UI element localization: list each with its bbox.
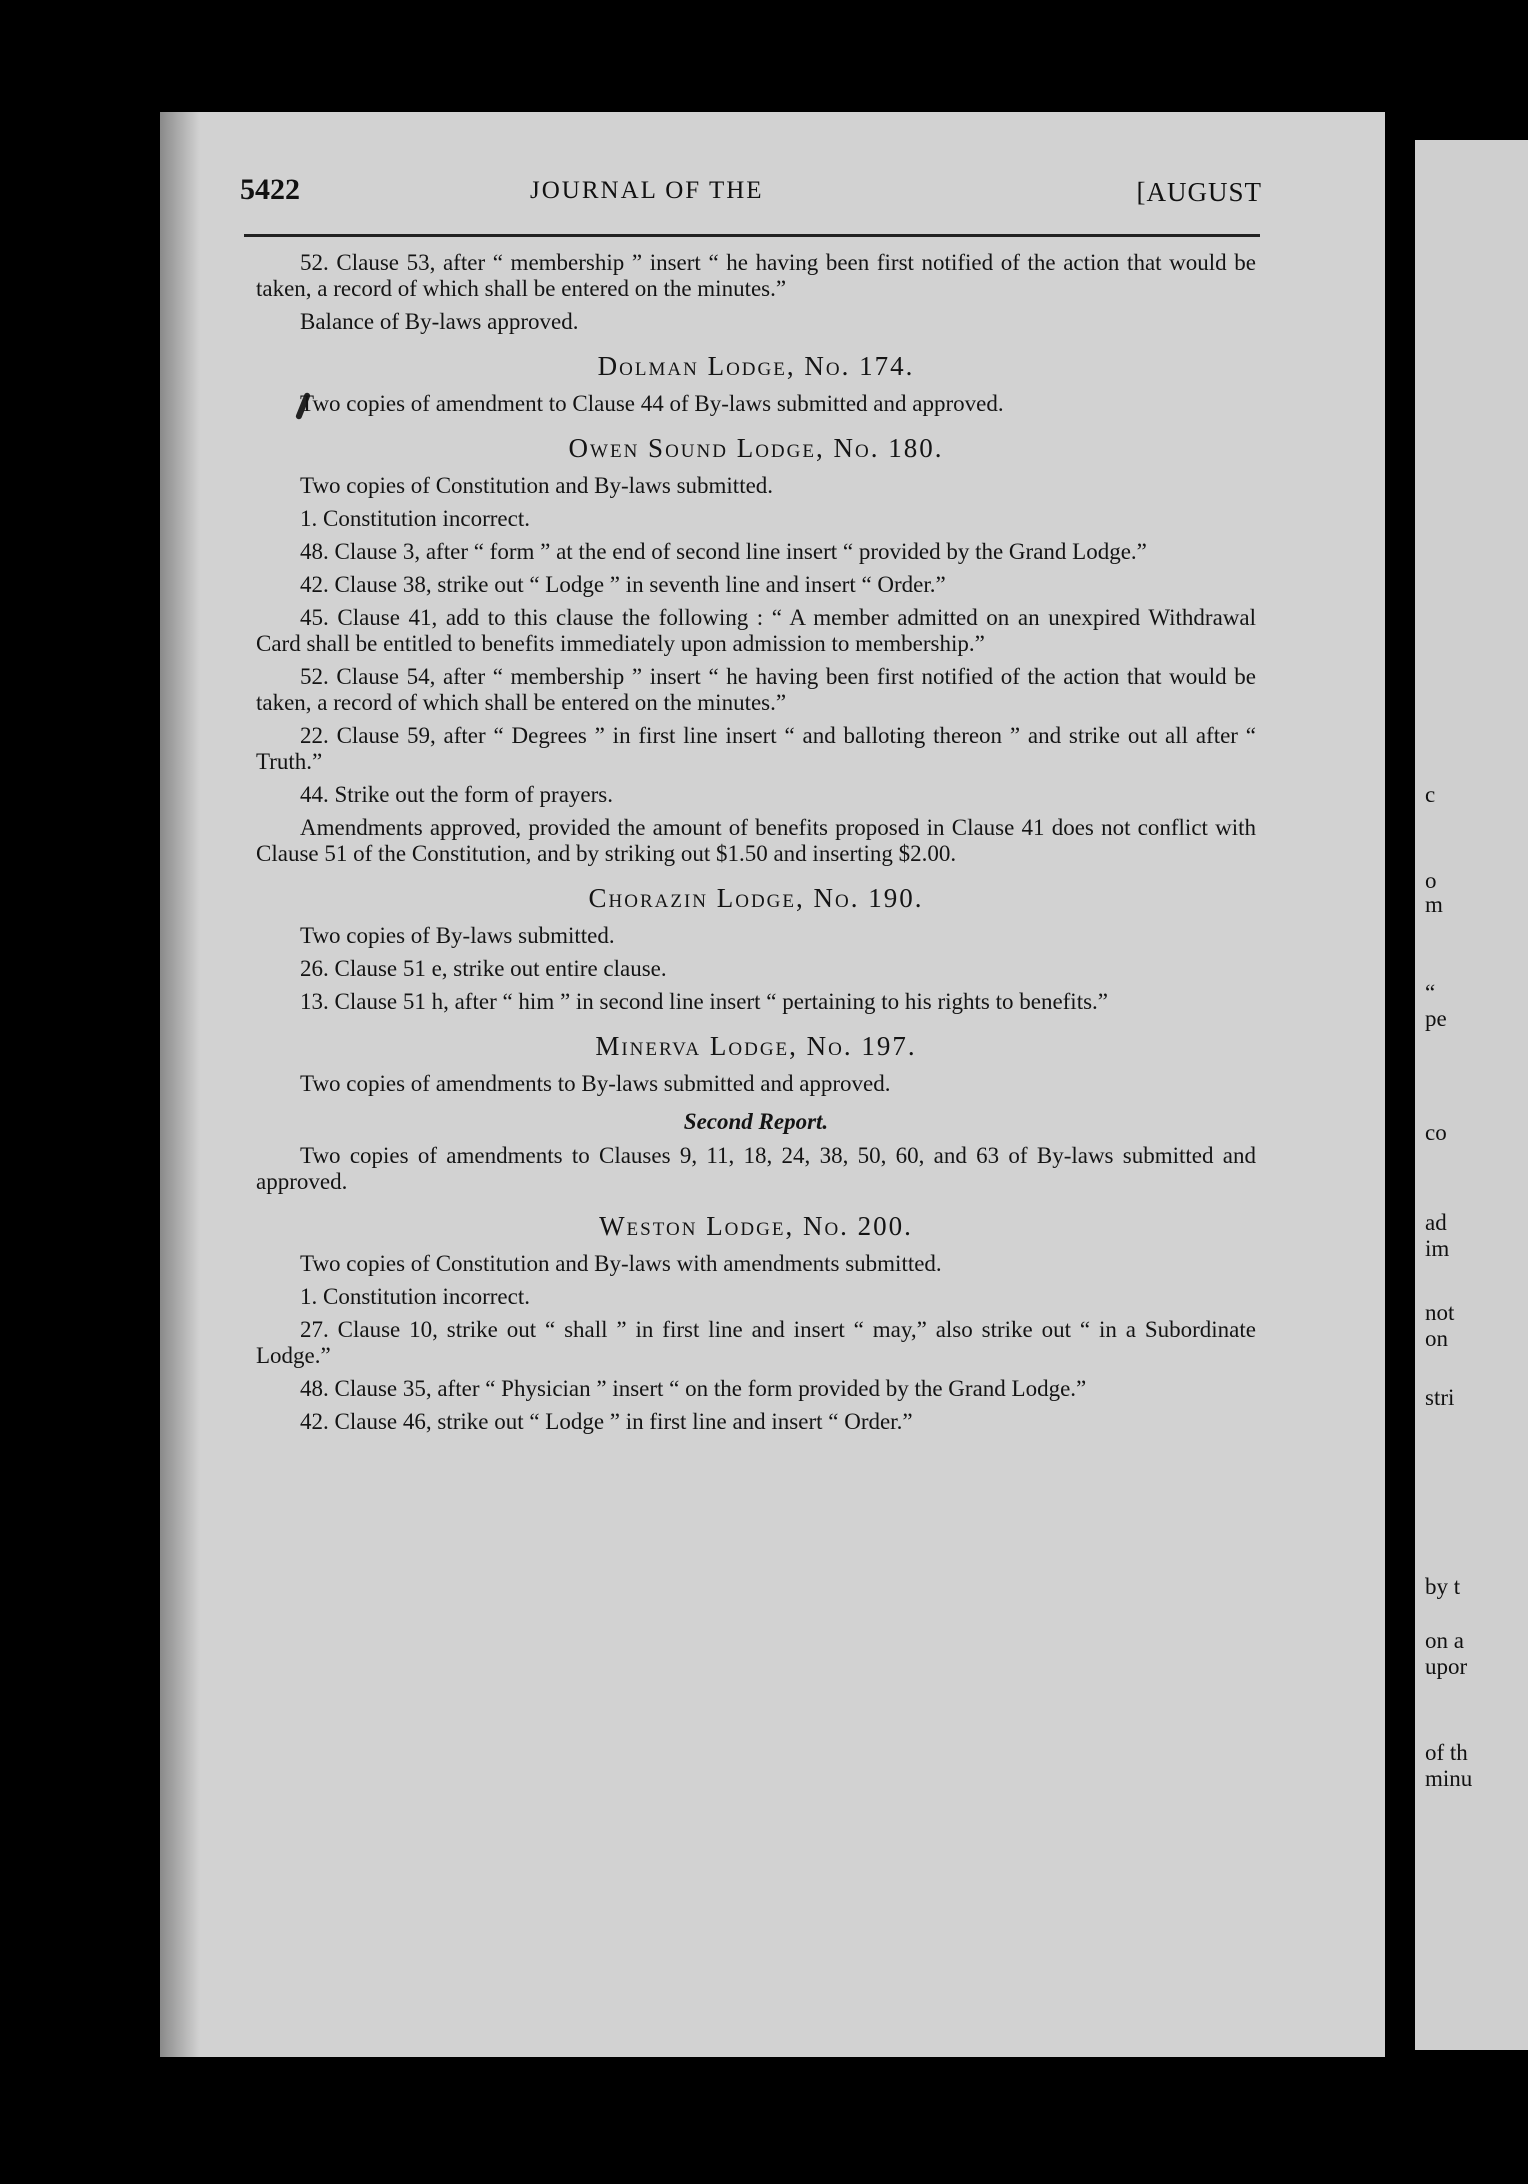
section-dolman-lodge [256, 353, 1256, 417]
facing-page-fragment: not [1425, 1300, 1455, 1325]
facing-page-fragment: pe [1425, 1006, 1447, 1031]
facing-page-fragment: m [1425, 892, 1443, 917]
facing-page-fragment: c [1425, 782, 1436, 807]
paragraph: 52. Clause 53, after “ membership ” insert “ he having been first notified of the action that would be taken, a record of which shall be entered on the minutes.” [256, 250, 1256, 301]
paragraph: 27. Clause 10, strike out “ shall ” in first line and insert “ may,” also strike out “ in a Subordinate Lodge.” [256, 1317, 1256, 1368]
page-number: 5422 [240, 173, 300, 206]
paragraph: 48. Clause 35, after “ Physician ” insert “ on the form provided by the Grand Lodge.” [300, 1376, 1087, 1401]
paragraph: Two copies of amendments to Clauses 9, 11, 18, 24, 38, 50, 60, and 63 of By-laws submitted and approved. [256, 1143, 1256, 1194]
facing-page-fragment: “ [1425, 980, 1436, 1005]
facing-page-fragment: co [1425, 1120, 1447, 1145]
paragraph: 1. Constitution incorrect. [300, 1284, 530, 1309]
section-weston-lodge [256, 1213, 1256, 1435]
paragraph: Two copies of Constitution and By-laws with amendments submitted. [300, 1251, 942, 1276]
paragraph: 13. Clause 51 h, after “ him ” in second line insert “ pertaining to his rights to benefits.” [300, 989, 1108, 1014]
page-body [256, 250, 1256, 1442]
section-minerva-lodge [256, 1033, 1256, 1195]
section-heading: Minerva Lodge, No. 197. [595, 1031, 917, 1061]
running-month: [AUGUST [1136, 177, 1262, 207]
section-chorazin-lodge [256, 885, 1256, 1015]
section-heading: Dolman Lodge, No. 174. [597, 351, 915, 381]
facing-page-fragment: o [1425, 868, 1437, 893]
paragraph: Two copies of amendments to By-laws submitted and approved. [300, 1071, 891, 1096]
facing-page-fragment: on [1425, 1326, 1448, 1351]
paragraph: Balance of By-laws approved. [300, 309, 579, 334]
facing-page-fragment: of th [1425, 1740, 1468, 1765]
section-heading: Owen Sound Lodge, No. 180. [568, 433, 944, 463]
facing-page-fragment: stri [1425, 1385, 1455, 1410]
paragraph: 1. Constitution incorrect. [300, 506, 530, 531]
paragraph: Amendments approved, provided the amount of benefits proposed in Clause 41 does not conflict with Clause 51 of the Constitution, and by striking out $1.50 and inserting $2.00. [256, 815, 1256, 866]
facing-page-fragment: upor [1425, 1654, 1468, 1679]
paragraph: 42. Clause 46, strike out “ Lodge ” in first line and insert “ Order.” [300, 1409, 913, 1434]
paragraph: 26. Clause 51 e, strike out entire clause. [300, 956, 667, 981]
facing-page-fragment: ad [1425, 1210, 1447, 1235]
paragraph: 45. Clause 41, add to this clause the following : “ A member admitted on an unexpired Withdrawal Card shall be entitled to benefits immediately upon admission to membership.” [256, 605, 1256, 656]
section-heading: Chorazin Lodge, No. 190. [588, 883, 924, 913]
section-continuation [256, 250, 1256, 335]
facing-page-fragment: im [1425, 1236, 1450, 1261]
paragraph: Two copies of By-laws submitted. [300, 923, 615, 948]
paragraph: 48. Clause 3, after “ form ” at the end of second line insert “ provided by the Grand Lodge.” [300, 539, 1147, 564]
section-heading: Weston Lodge, No. 200. [599, 1211, 913, 1241]
subheading: Second Report. [683, 1109, 829, 1134]
paragraph: 22. Clause 59, after “ Degrees ” in first line insert “ and balloting thereon ” and strike out all after “ Truth.” [256, 723, 1256, 774]
facing-page-fragment: on a [1425, 1628, 1464, 1653]
paragraph: 42. Clause 38, strike out “ Lodge ” in seventh line and insert “ Order.” [300, 572, 946, 597]
paragraph: Two copies of Constitution and By-laws submitted. [300, 473, 774, 498]
running-title: JOURNAL OF THE [530, 177, 764, 204]
facing-page-fragment: minu [1425, 1766, 1473, 1791]
paragraph: 52. Clause 54, after “ membership ” insert “ he having been first notified of the action that would be taken, a record of which shall be entered on the minutes.” [256, 664, 1256, 715]
section-owen-sound-lodge [256, 435, 1256, 867]
paragraph: 44. Strike out the form of prayers. [300, 782, 613, 807]
header-rule [244, 234, 1260, 237]
facing-page-fragment: by t [1425, 1574, 1461, 1599]
running-header [240, 173, 1262, 223]
facing-page-edge [1415, 140, 1528, 2050]
paragraph: Two copies of amendment to Clause 44 of By-laws submitted and approved. [300, 391, 1004, 416]
